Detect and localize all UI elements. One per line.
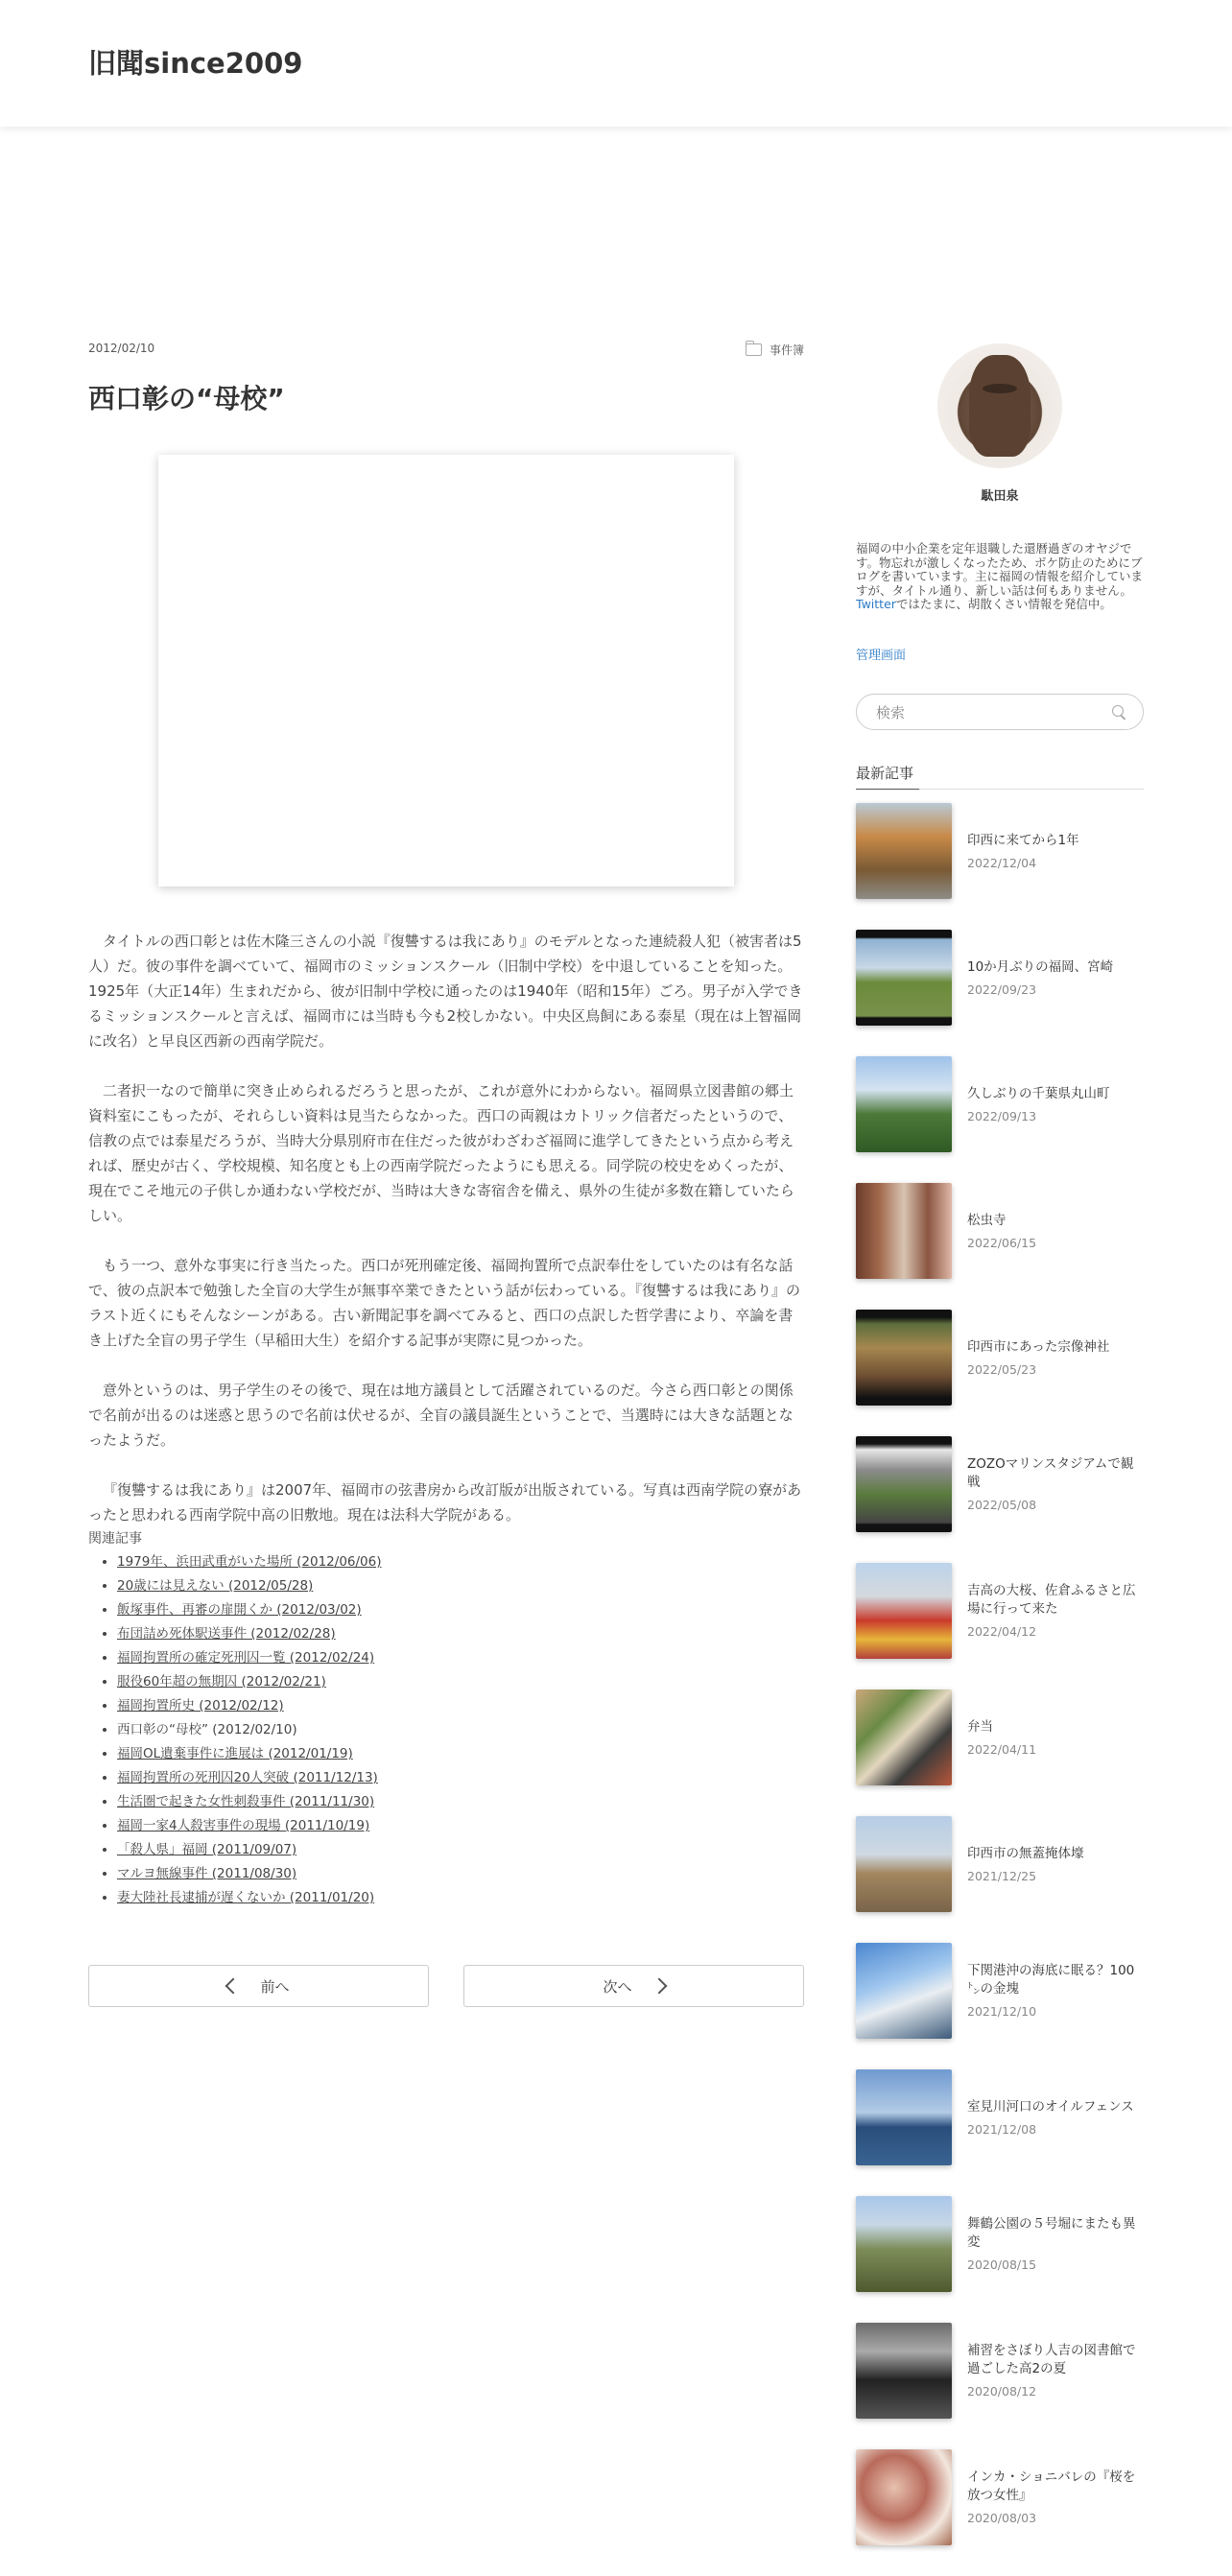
post-title: 西口彰の“母校” [88,383,285,414]
recent-thumbnail[interactable] [856,2323,952,2419]
next-button[interactable] [463,1965,804,2007]
recent-entry-text [967,1563,1144,1659]
site-header [0,0,1232,127]
recent-date: 2021/12/25 [967,1868,1037,1883]
recent-date: 2022/04/11 [967,1741,1037,1757]
recent-date: 2022/05/08 [967,1498,1037,1512]
recent-title[interactable]: 印西に来てから1年 [967,832,1079,848]
post-date: 2012/02/10 [88,342,155,355]
author-name: 駄田泉 [981,489,1019,504]
recent-title[interactable]: 下関港沖の海底に眠る？100㌧の金塊 [967,1963,1135,1997]
recent-title[interactable]: 吉高の大桜、佐倉ふるさと広場に行って来た [967,1583,1136,1617]
post-meta [88,340,804,359]
recent-title[interactable]: 舞鶴公園の５号堀にまたも異変 [967,2216,1136,2250]
search-input[interactable] [874,702,1099,723]
recent-title[interactable]: 補習をさぼり人吉の図書館で過ごした高2の夏 [967,2343,1136,2376]
recent-date: 2022/09/23 [967,981,1037,997]
post-category[interactable] [746,342,804,358]
recent-entry[interactable] [856,2449,1144,2576]
recent-entry[interactable] [856,1816,1144,1943]
recent-date: 2020/08/03 [967,2511,1037,2525]
post-paragraph: 『復讐するは我にあり』は2007年、福岡市の弦書房から改訂版が出版されている。写真は西南学院の寮があったと思われる西南学院中高の旧敷地。現在は法科大学院がある。 [88,1481,802,1524]
recent-entry-text [967,1816,1144,1912]
related-item [117,1862,804,1886]
post-body [88,929,804,1527]
recent-entry-text [967,1943,1144,2039]
recent-entry[interactable] [856,1310,1144,1436]
recent-title[interactable]: ZOZOマリンスタジアムで観戦 [967,1456,1134,1490]
related-heading: 関連記事 [88,1531,142,1547]
chevron-left-icon [225,1978,242,1995]
recent-thumbnail[interactable] [856,930,952,1026]
chevron-right-icon [651,1978,667,1995]
related-link[interactable]: 生活圏で起きた女性刺殺事件 (2011/11/30) [117,1794,375,1809]
recent-thumbnail[interactable] [856,803,952,899]
post-category-label[interactable]: 事件簿 [769,343,804,357]
recent-entry[interactable] [856,1436,1144,1563]
related-item [117,1718,804,1742]
profile-tail: ではたまに、胡散くさい情報を発信中。 [895,597,1112,611]
recent-thumbnail[interactable] [856,1056,952,1152]
recent-entry-text [967,803,1144,899]
admin-link[interactable]: 管理画面 [856,648,907,663]
recent-title[interactable]: 久しぶりの千葉県丸山町 [967,1085,1110,1101]
related-link[interactable]: 福岡拘置所史 (2012/02/12) [117,1698,284,1713]
recent-date: 2022/06/15 [967,1235,1037,1250]
prev-label: 前へ [260,1977,290,1996]
main-content [88,340,804,1910]
related-item [117,1766,804,1790]
recent-date: 2022/09/13 [967,1108,1037,1123]
related-list [88,1550,804,1910]
post-paragraph: 二者択一なので簡単に突き止められるだろうと思ったが、これが意外にわからない。福岡県立図書館の郷土資料室にこもったが、それらしい資料は見当たらなかった。西口の両親はカトリック信者だったというので、信教の点では泰星だろうが、当時大分県別府市在住だった彼がわざわざ福岡に進学してきたという点から考えれば、歴史が古く、学校規模、知名度とも上の西南学院だったようにも思える。同学院の校史をめくったが、現在でこそ地元の子供しか通わない学校だが、当時は大きな寄宿舎を備え、県外の生徒が多数在籍していたらしい。 [88,1082,794,1224]
post-paragraph: 意外というのは、男子学生のその後で、現在は地方議員として活躍されているのだ。今さら西口彰との関係で名前が出るのは迷惑と思うので名前は伏せるが、全盲の議員誕生ということで、当選時には大きな話題となったようだ。 [88,1382,794,1449]
related-item [117,1742,804,1766]
recent-entry-text [967,1056,1144,1152]
related-link[interactable]: 布団詰め死体駅送事件 (2012/02/28) [117,1626,336,1642]
recent-entry-text [967,2196,1144,2292]
recent-entry[interactable] [856,1690,1144,1816]
recent-entry-text [967,1690,1144,1785]
recent-entry[interactable] [856,1943,1144,2069]
recent-date: 2022/12/04 [967,855,1037,870]
folder-icon [746,343,762,356]
related-item [117,1622,804,1646]
recent-title[interactable]: 印西市にあった宗像神社 [967,1338,1110,1355]
related-link[interactable]: マルヨ無線事件 (2011/08/30) [117,1866,297,1881]
recent-thumbnail[interactable] [856,1436,952,1532]
related-link[interactable]: 服役60年超の無期囚 (2012/02/21) [117,1674,326,1690]
recent-date: 2021/12/10 [967,2004,1037,2019]
related-item [117,1646,804,1670]
related-item [117,1790,804,1814]
related-link[interactable]: 20歳には見えない (2012/05/28) [117,1578,314,1594]
recent-title[interactable]: 室見川河口のオイルフェンス [967,2098,1134,2115]
recent-heading: 最新記事 [856,763,1144,790]
recent-date: 2020/08/15 [967,2257,1037,2272]
recent-entry-text [967,1436,1144,1532]
profile-text: 福岡の中小企業を定年退職した還暦過ぎのオヤジです。物忘れが激しくなったため、ボケ防止のためにブログを書いています。主に福岡の情報を紹介していますが、タイトル通り、新しい話は何もありません。 [856,541,1144,598]
recent-entry[interactable] [856,803,1144,930]
recent-date: 2021/12/08 [967,2121,1037,2137]
recent-entry-text [967,2323,1144,2419]
related-current: 西口彰の“母校” (2012/02/10) [117,1722,297,1737]
recent-entry-text [967,930,1144,1026]
twitter-link[interactable]: Twitter [856,597,896,611]
recent-entry[interactable] [856,1183,1144,1310]
recent-entry-text [967,1310,1144,1406]
related-item [117,1814,804,1838]
recent-entry[interactable] [856,2069,1144,2196]
recent-entry[interactable] [856,2323,1144,2449]
next-label: 次へ [603,1977,632,1996]
related-link[interactable]: 飯塚事件、再審の扉開くか (2012/03/02) [117,1602,362,1618]
related-link[interactable]: 妻大陸社長逮捕が遅くないか (2011/01/20) [117,1890,375,1905]
post-paragraph: タイトルの西口彰とは佐木隆三さんの小説『復讐するは我にあり』のモデルとなった連続殺人犯（被害者は5人）だ。彼の事件を調べていて、福岡市のミッションスクール（旧制中学校）を中退していることを知った。1925年（大正14年）生まれだから、彼が旧制中学校に通ったのは1940年（昭和15年）ごろ。男子が入学できるミッションスクールと言えば、福岡市には当時も今も2校しかない。中央区鳥飼にある泰星（現在は上智福岡に改名）と早良区西新の西南学院だ。 [88,933,803,1050]
post-pager [88,1965,804,2009]
recent-thumbnail[interactable] [856,1563,952,1659]
related-link[interactable]: 福岡一家4人殺害事件の現場 (2011/10/19) [117,1818,370,1833]
recent-date: 2022/05/23 [967,1361,1037,1377]
recent-thumbnail[interactable] [856,1816,952,1912]
author-profile [856,542,1144,612]
related-link[interactable]: 「殺人県」福岡 (2011/09/07) [117,1842,297,1857]
recent-date: 2020/08/12 [967,2384,1037,2399]
recent-entry[interactable] [856,2196,1144,2323]
recent-thumbnail[interactable] [856,1183,952,1279]
related-link[interactable]: 福岡拘置所の確定死刑囚一覧 (2012/02/24) [117,1650,375,1666]
recent-thumbnail[interactable] [856,1310,952,1406]
related-link[interactable]: 福岡OL遺棄事件に進展は (2012/01/19) [117,1746,353,1761]
related-link[interactable]: 福岡拘置所の死刑囚20人突破 (2011/12/13) [117,1770,378,1785]
recent-entry-text [967,2069,1144,2165]
recent-title[interactable]: 10か月ぶりの福岡、宮崎 [967,958,1114,975]
avatar [937,343,1062,468]
recent-thumbnail[interactable] [856,2196,952,2292]
recent-title[interactable]: 弁当 [967,1718,993,1735]
recent-entry[interactable] [856,1563,1144,1690]
recent-thumbnail[interactable] [856,1690,952,1785]
recent-title[interactable]: 印西市の無蓋掩体壕 [967,1845,1084,1861]
search-box [856,694,1144,730]
site-title[interactable]: 旧聞since2009 [88,47,303,80]
recent-title[interactable]: 松虫寺 [967,1212,1007,1228]
related-item [117,1886,804,1910]
avatar-figure [969,355,1031,457]
related-item [117,1574,804,1598]
recent-date: 2022/04/12 [967,1624,1037,1639]
recent-thumbnail[interactable] [856,2069,952,2165]
related-item [117,1838,804,1862]
recent-thumbnail[interactable] [856,1943,952,2039]
recent-entry-text [967,1183,1144,1279]
prev-button[interactable] [88,1965,429,2007]
post-image [158,455,734,886]
recent-title[interactable]: インカ・ショニバレの『桜を放つ女性』 [967,2470,1136,2503]
post-paragraph: もう一つ、意外な事実に行き当たった。西口が死刑確定後、福岡拘置所で点訳奉仕をしていたのは有名な話で、彼の点訳本で勉強した全盲の大学生が無事卒業できたという話が伝わっている。『復讐するは我にあり』のラスト近くにもそんなシーンがある。古い新聞記事を調べてみると、西口の点訳した哲学書により、卒論を書き上げた全盲の男子学生（早稲田大生）を紹介する記事が実際に見つかった。 [88,1257,801,1349]
recent-list [856,803,1144,2576]
search-icon[interactable] [1112,705,1124,717]
related-item [117,1670,804,1694]
recent-entry[interactable] [856,1056,1144,1183]
sidebar [856,340,1144,2576]
related-link[interactable]: 1979年、浜田武重がいた場所 (2012/06/06) [117,1554,382,1570]
related-item [117,1598,804,1622]
related-item [117,1694,804,1718]
related-item [117,1550,804,1574]
recent-entry[interactable] [856,930,1144,1056]
